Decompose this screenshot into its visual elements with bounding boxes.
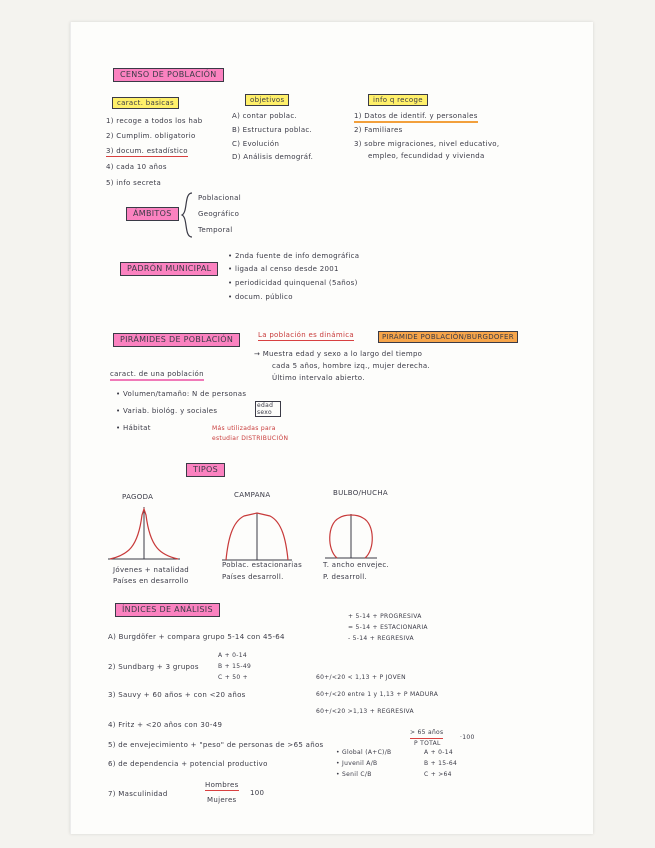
bulbo-shape <box>325 512 379 560</box>
campana-name: CAMPANA <box>234 491 271 499</box>
sexo-text: sexo <box>257 409 272 416</box>
objetivos-item-b: B) Estructura poblac. <box>232 126 313 134</box>
ambitos-item-2: Geográfico <box>198 210 240 218</box>
pagoda-name: PAGODA <box>122 493 154 501</box>
objetivos-item-d: D) Análisis demográf. <box>232 153 314 161</box>
censo-title: CENSO DE POBLACIÓN <box>113 68 224 82</box>
sund-group-a: A + 0-14 <box>218 652 247 659</box>
dep-item-juvenil: • Juvenil A/B <box>336 760 378 767</box>
pagoda-caption-1: Jóvenes + natalidad <box>113 566 190 574</box>
info-item-3b: empleo, fecundidad y vivienda <box>368 152 485 160</box>
caract-pob-item-3: • Hábitat <box>116 424 151 432</box>
padron-label: PADRÓN MUNICIPAL <box>120 262 218 276</box>
info-label: info q recoge <box>368 94 428 106</box>
objetivos-item-c: C) Evolución <box>232 140 280 148</box>
masc-factor: 100 <box>250 789 265 797</box>
info-item-3: 3) sobre migraciones, nivel educativo, <box>354 140 500 148</box>
ambitos-label: ÁMBITOS <box>126 207 179 221</box>
dep-item-global: • Global (A+C)/B <box>336 749 392 756</box>
sund-group-b: B + 15-49 <box>218 663 252 670</box>
padron-item-1: • 2nda fuente de info demográfica <box>228 252 360 260</box>
indice-fritz: 4) Fritz + <20 años con 30-49 <box>108 721 223 729</box>
arrow-line-2: cada 5 años, hombre izq., mujer derecha. <box>272 362 431 370</box>
arrow-line-3: Último intervalo abierto. <box>272 374 365 382</box>
bulbo-name: BULBO/HUCHA <box>333 489 389 497</box>
campana-caption-2: Países desarroll. <box>222 573 284 581</box>
indice-sundbarg: 2) Sundbarg + 3 grupos <box>108 663 199 671</box>
pagoda-shape <box>108 505 182 561</box>
indice-envejecimiento: 5) de envejecimiento + "peso" de personas de >65 años <box>108 741 324 749</box>
red-note-2: estudiar DISTRIBUCIÓN <box>212 435 289 442</box>
sauvy-result-3: 60+/<20 >1,13 + REGRESIVA <box>316 708 414 715</box>
ambitos-brace <box>180 192 194 238</box>
bulbo-caption-1: T. ancho envejec. <box>323 561 390 569</box>
red-note-1: Más utilizadas para <box>212 425 276 432</box>
caract-pob-item-2: • Variab. biológ. y sociales <box>116 407 218 415</box>
campana-caption-1: Poblac. estacionarias <box>222 561 303 569</box>
dep-item-senil: • Senil C/B <box>336 771 372 778</box>
campana-shape <box>222 510 294 562</box>
caract-item-3: 3) docum. estadístico <box>106 147 188 155</box>
sauvy-result-1: 60+/<20 < 1,13 + P JOVEN <box>316 674 406 681</box>
masc-numerator: Hombres <box>205 781 239 789</box>
env-numerator: > 65 años <box>410 728 443 739</box>
edad-text: edad <box>257 402 274 409</box>
tipos-label: TIPOS <box>186 463 225 477</box>
caract-item-2: 2) Cumplim. obligatorio <box>106 132 196 140</box>
bulbo-caption-2: P. desarroll. <box>323 573 368 581</box>
piramides-note: La población es dinámica <box>258 331 354 339</box>
indices-label: ÍNDICES DE ANÁLISIS <box>115 603 220 617</box>
indice-sauvy: 3) Sauvy + 60 años + con <20 años <box>108 691 246 699</box>
sauvy-result-2: 60+/<20 entre 1 y 1,13 + P MADURA <box>316 691 439 698</box>
burg-result-3: - 5-14 + REGRESIVA <box>348 635 414 642</box>
env-factor: ·100 <box>460 734 475 741</box>
padron-item-2: • ligada al censo desde 2001 <box>228 265 339 273</box>
indice-masculinidad: 7) Masculinidad <box>108 790 168 798</box>
indice-dependencia: 6) de dependencia + potencial productivo <box>108 760 268 768</box>
caract-label: caract. basicas <box>112 97 179 109</box>
piramides-title: PIRÁMIDES DE POBLACIÓN <box>113 333 240 347</box>
objetivos-label: objetivos <box>245 94 289 106</box>
env-denominator: P TOTAL <box>414 740 441 747</box>
padron-item-3: • periodicidad quinquenal (5años) <box>228 279 358 287</box>
caract-poblacion-label: caract. de una población <box>110 369 204 381</box>
ambitos-item-3: Temporal <box>198 226 233 234</box>
dep-group-b: B + 15-64 <box>424 760 458 767</box>
info-item-1: 1) Datos de identif. y personales <box>354 111 478 123</box>
burgdofer-label: PIRÁMIDE POBLACIÓN/BURGDOFER <box>378 331 518 343</box>
burg-result-1: + 5-14 + PROGRESIVA <box>348 613 422 620</box>
ambitos-item-1: Poblacional <box>198 194 241 202</box>
masc-denominator: Mujeres <box>207 796 237 804</box>
dep-group-c: C + >64 <box>424 771 452 778</box>
caract-item-5: 5) info secreta <box>106 179 162 187</box>
info-item-2: 2) Familiares <box>354 126 403 134</box>
dep-group-a: A + 0-14 <box>424 749 453 756</box>
caract-item-1: 1) recoge a todos los hab <box>106 117 203 125</box>
pagoda-caption-2: Países en desarrollo <box>113 577 189 585</box>
arrow-line-1: → Muestra edad y sexo a lo largo del tiempo <box>254 350 423 358</box>
burg-result-2: = 5-14 + ESTACIONARIA <box>348 624 428 631</box>
caract-pob-item-1: • Volumen/tamaño: N de personas <box>116 390 247 398</box>
edad-sexo-box <box>255 401 281 417</box>
sund-group-c: C + 50 + <box>218 674 249 681</box>
padron-item-4: • docum. público <box>228 293 293 301</box>
objetivos-item-a: A) contar poblac. <box>232 112 298 120</box>
caract-item-4: 4) cada 10 años <box>106 163 167 171</box>
indice-burgdofer: A) Burgdöfer + compara grupo 5-14 con 45-64 <box>108 633 285 641</box>
